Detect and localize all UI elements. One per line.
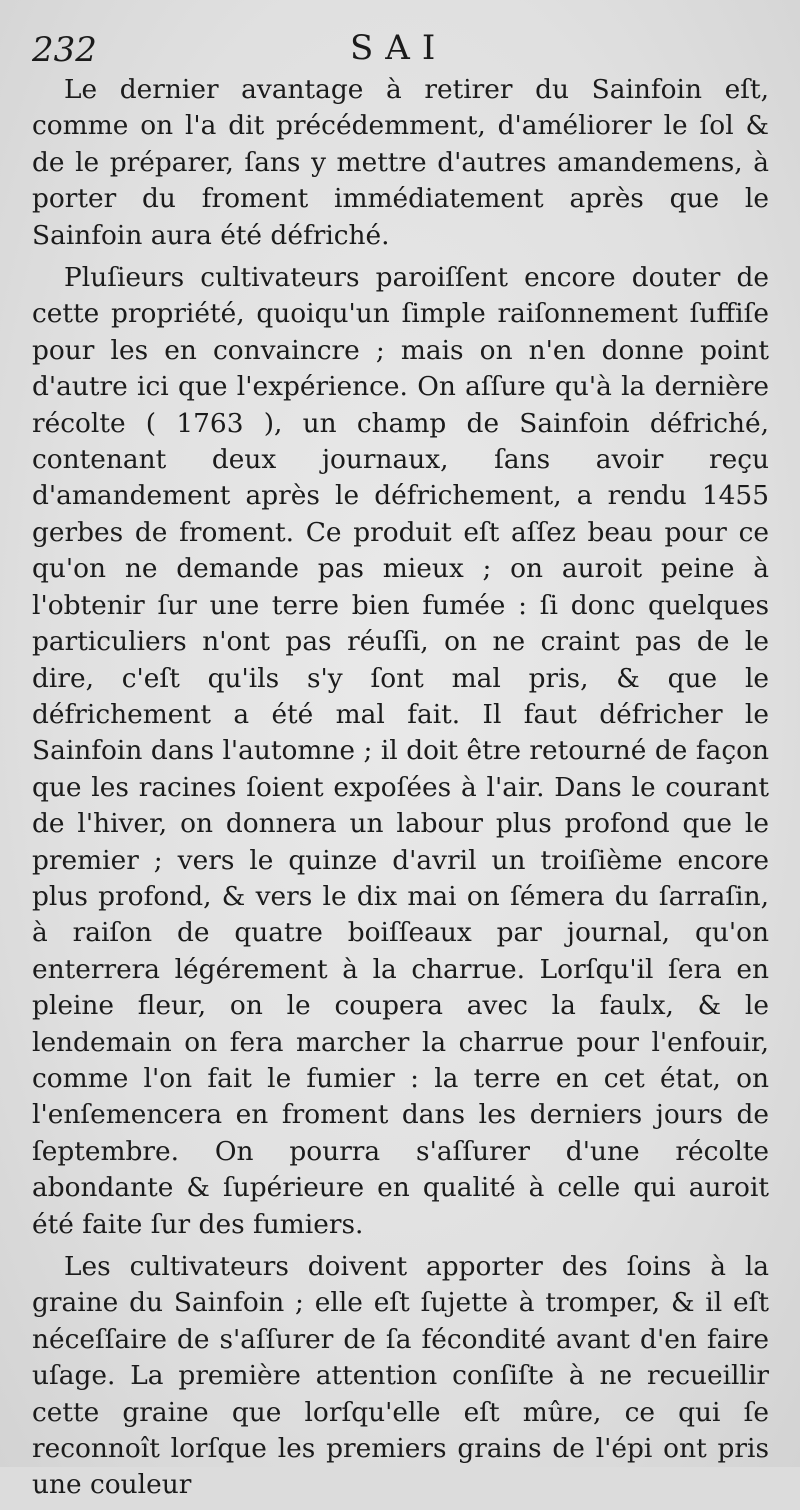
paragraph-2: Pluſieurs cultivateurs paroiſſent encore douter de cette propriété, quoiqu'un ſimple raiſonnement ſuffiſe pour les en convaincre ; mais on n'en donne point d'autre ici que l'expérience. On aſſure qu'à la dernière récolte ( 1763 ), un champ de Sainfoin défriché, contenant deux journaux, ſans avoir reçu d'amandement après le défrichement, a rendu 1455 gerbes de froment. Ce produit eſt aſſez beau pour ce qu'on ne demande pas mieux ; on auroit peine à l'obtenir ſur une terre bien fumée : ſi donc quelques particuliers n'ont pas réuſſi, on ne craint pas de le dire, c'eſt qu'ils s'y ſont mal pris, & que le défrichement a été mal fait. Il faut défricher le Sainfoin dans l'automne ; il doit être retourné de façon que les racines ſoient expoſées à l'air. Dans le courant de l'hiver, on donnera un labour plus profond que le premier ; vers le quinze d'avril un troiſième encore plus profond, & vers le dix mai on ſémera du ſarraſin, à raiſon de quatre boiſſeaux par journal, qu'on enterrera légérement à la charrue. Lorſqu'il ſera en pleine fleur, on le coupera avec la faulx, & le lendemain on fera marcher la charrue pour l'enfouir, comme l'on fait le fumier : la terre en cet état, on l'enſemencera en froment dans les derniers jours de ſeptembre. On pourra s'aſſurer d'une récolte abondante & ſupérieure en qualité à celle qui auroit été faite ſur des fumiers. (32, 262, 769, 1240)
page-header (32, 24, 780, 72)
page-number: 232 (32, 30, 97, 70)
running-head: SAI (350, 28, 448, 68)
body-text (32, 72, 769, 1510)
paragraph-3: Les cultivateurs doivent apporter des ſoins à la graine du Sainfoin ; elle eſt ſujette à tromper, & il eſt néceſſaire de s'aſſurer de ſa fécondité avant d'en faire uſage. La première attention conſiſte à ne recueillir cette graine que lorſqu'elle eſt mûre, ce qui ſe reconnoît lorſque les premiers grains de l'épi ont pris une couleur (32, 1251, 769, 1501)
paragraph-1: Le dernier avantage à retirer du Sainfoin eſt, comme on l'a dit précédemment, d'améliorer le ſol & de le préparer, ſans y mettre d'autres amandemens, à porter du froment immédiatement après que le Sainfoin aura été défriché. (32, 74, 769, 251)
